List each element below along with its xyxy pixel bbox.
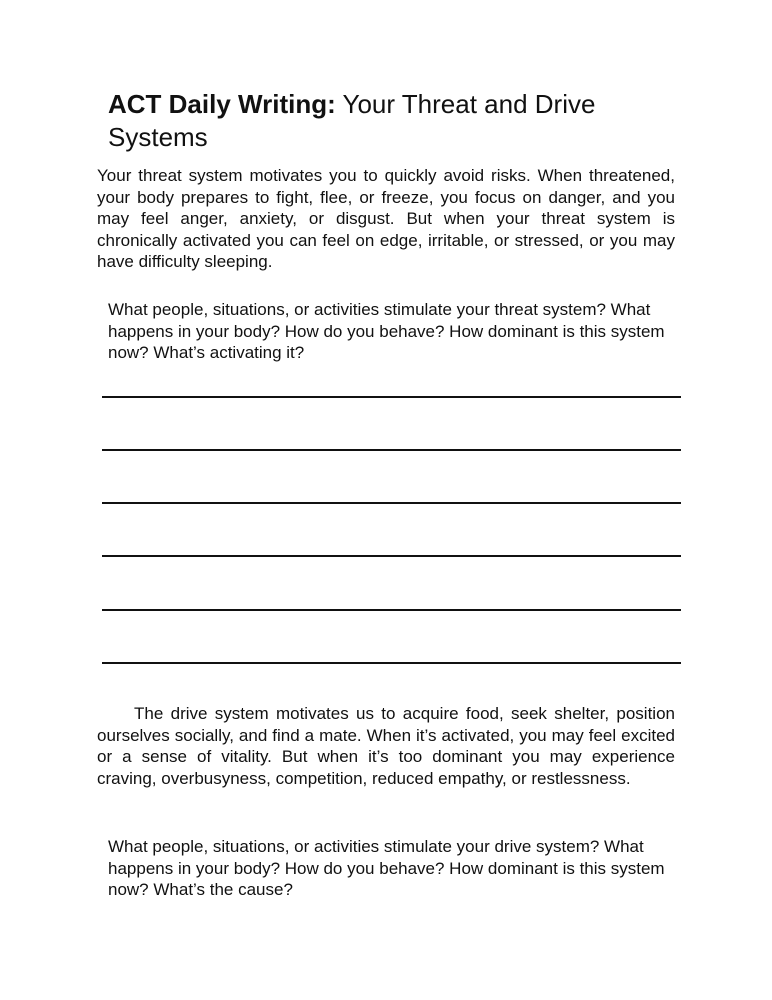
writing-line-6[interactable] xyxy=(102,662,681,664)
threat-prompt: What people, situations, or activities stimulate your threat system? What happens in your body? How do you behave? How dominant is this system now? What’s activating it? xyxy=(108,300,665,362)
page-title xyxy=(108,88,668,154)
threat-paragraph: Your threat system motivates you to quickly avoid risks. When threatened, your body prepares to fight, flee, or freeze, you focus on danger, and you may feel anger, anxiety, or disgust. But when your threat system is chronically activated you can feel on edge, irritable, or stressed, or you may have difficulty sleeping. xyxy=(97,166,675,271)
writing-line-5[interactable] xyxy=(102,609,681,611)
drive-prompt: What people, situations, or activities stimulate your drive system? What happens in your body? How do you behave? How dominant is this system now? What’s the cause? xyxy=(108,837,665,899)
drive-paragraph: The drive system motivates us to acquire food, seek shelter, position ourselves socially, and find a mate. When it’s activated, you may feel excited or a sense of vitality. But when it’s too dominant you may experience craving, overbusyness, competition, reduced empathy, or restlessness. xyxy=(97,704,675,788)
writing-line-2[interactable] xyxy=(102,449,681,451)
title-rest: Your Threat and Drive Systems xyxy=(108,89,596,152)
title-bold: ACT Daily Writing: xyxy=(108,89,336,119)
writing-line-3[interactable] xyxy=(102,502,681,504)
writing-line-1[interactable] xyxy=(102,396,681,398)
writing-line-4[interactable] xyxy=(102,555,681,557)
